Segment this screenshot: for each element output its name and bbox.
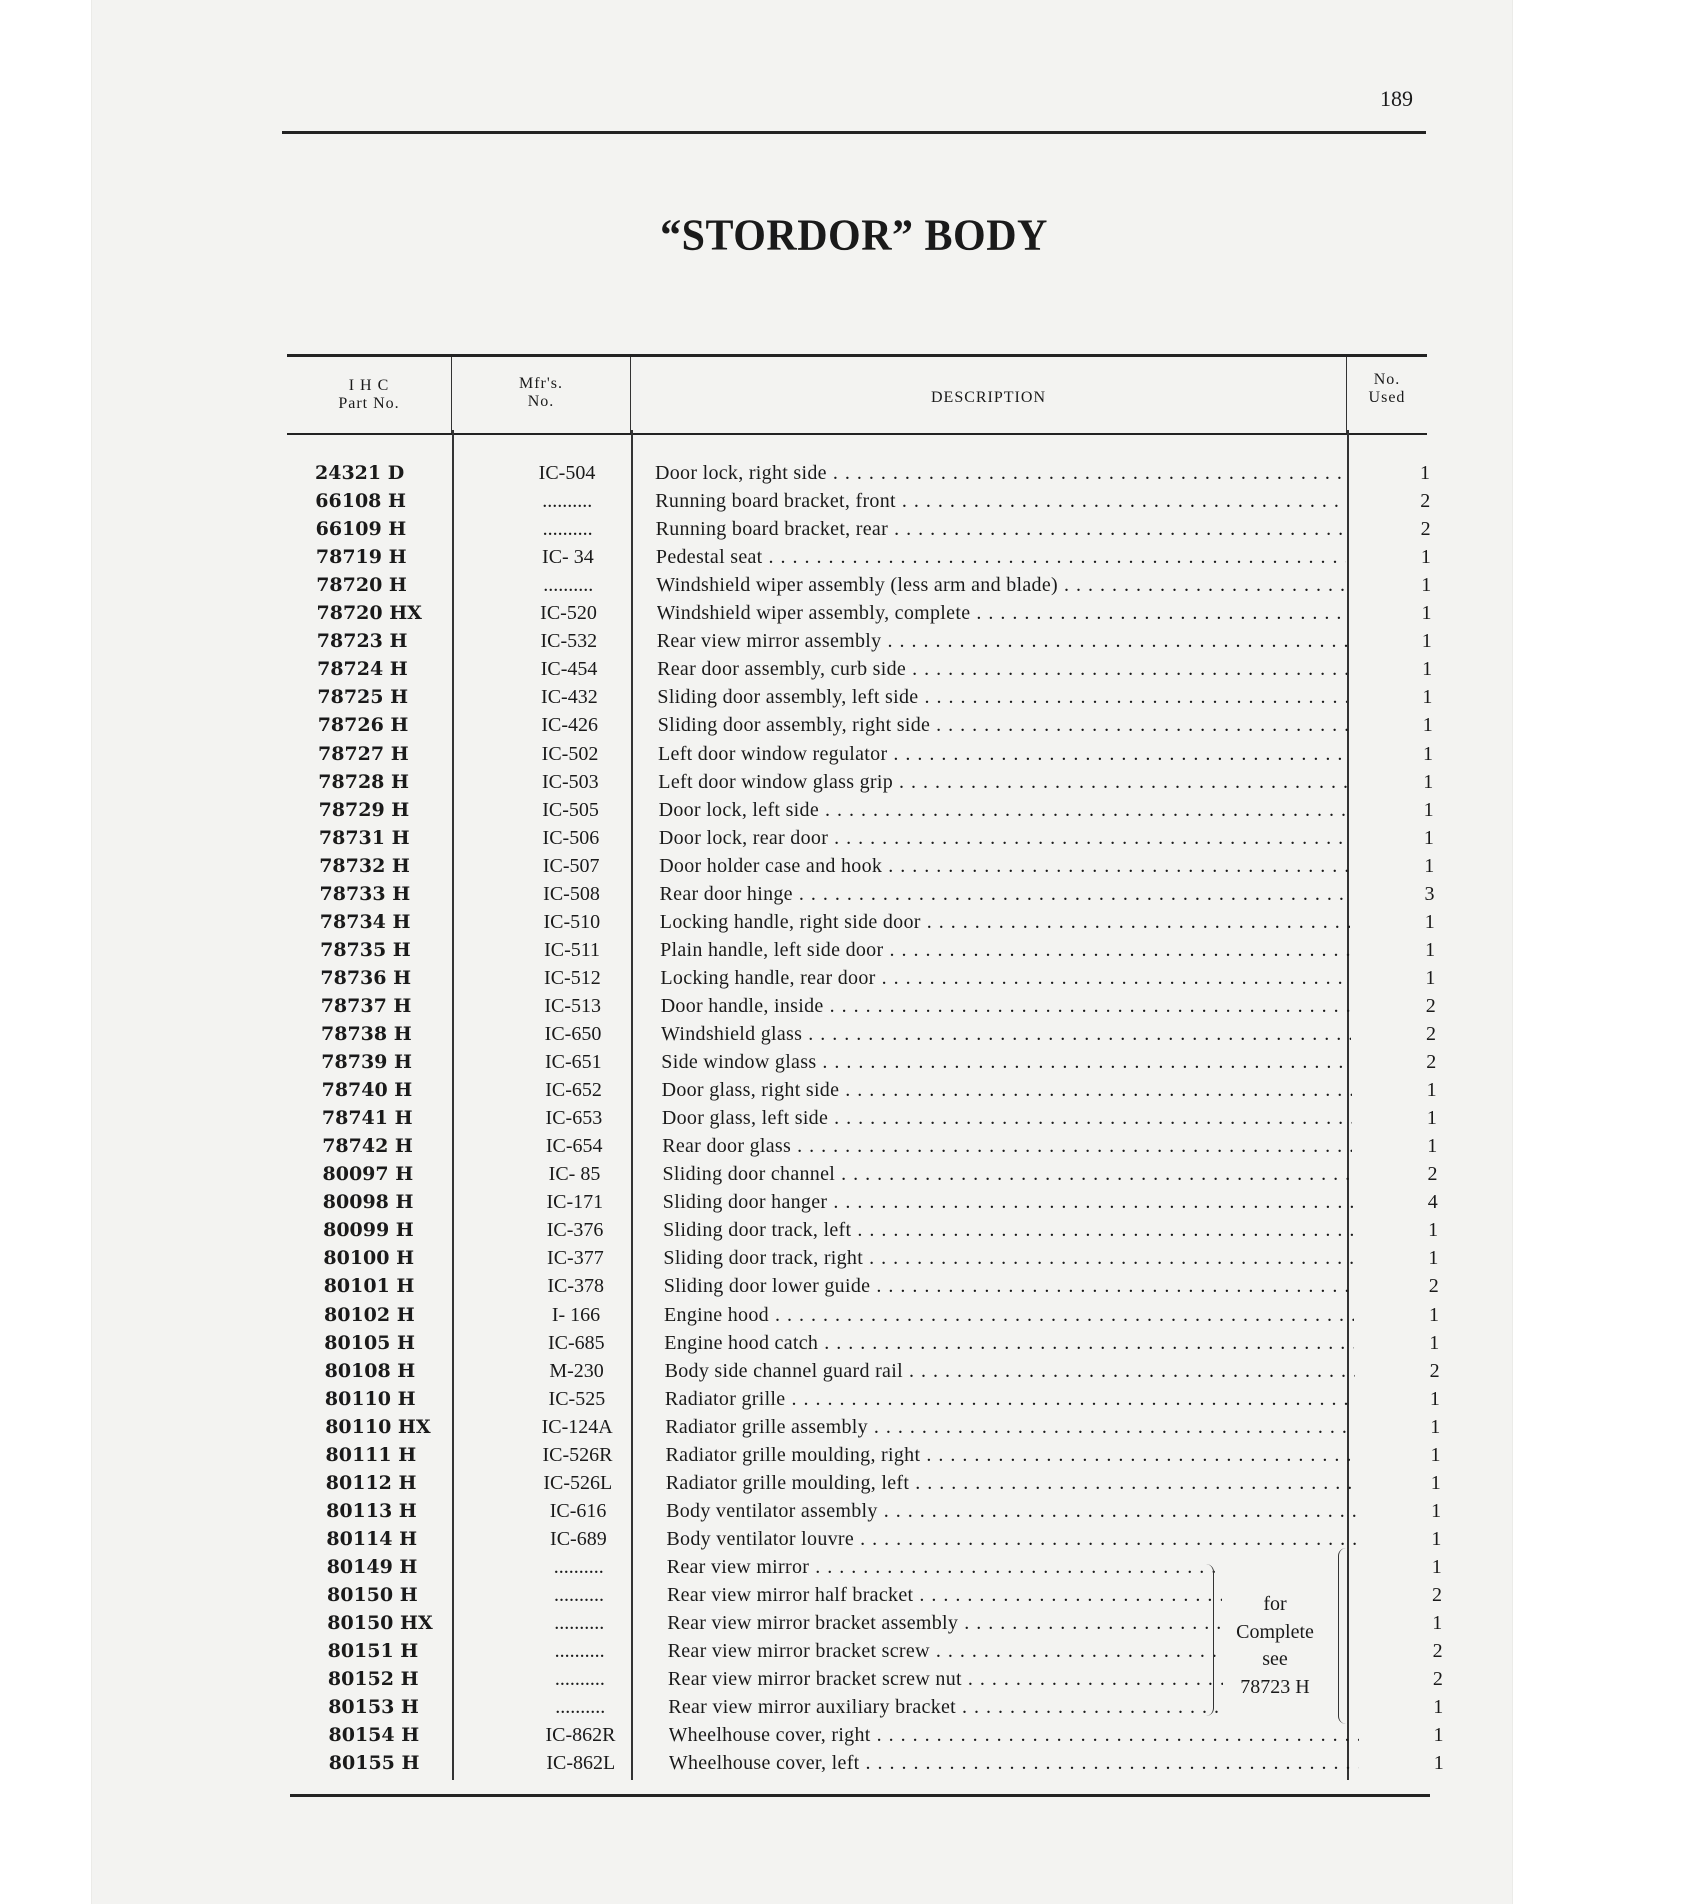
part-description: Body ventilator louvre . . . xyxy=(666,1525,1356,1553)
part-description: Rear door hinge . . . xyxy=(660,880,1350,908)
part-description: Windshield wiper assembly (less arm and blade) . . . xyxy=(656,571,1346,599)
part-number: 80113 H xyxy=(326,1499,417,1522)
mfr-number: IC-454 xyxy=(540,658,598,681)
bracket-note-line1: for xyxy=(1263,1593,1287,1615)
part-number: 80111 H xyxy=(325,1443,417,1466)
header-description-label: DESCRIPTION xyxy=(930,389,1046,406)
quantity-used: 1 xyxy=(1420,462,1430,484)
part-description: Engine hood . . . xyxy=(664,1301,1354,1329)
quantity-used: 1 xyxy=(1429,1387,1440,1410)
part-description: Running board bracket, rear . . . xyxy=(656,515,1346,543)
table-row xyxy=(324,1272,1444,1300)
table-row xyxy=(318,768,1438,796)
mfr-number: IC-525 xyxy=(548,1387,606,1410)
part-description: Pedestal seat . . . xyxy=(656,543,1346,571)
quantity-used: 1 xyxy=(1431,1527,1442,1550)
quantity-used: 1 xyxy=(1426,1079,1437,1102)
part-description: Door handle, inside . . . xyxy=(661,992,1351,1020)
mfr-number: IC-526L xyxy=(543,1471,613,1494)
bracket-note-line4: 78723 H xyxy=(1240,1676,1310,1698)
table-row xyxy=(317,683,1437,711)
table-row xyxy=(318,711,1438,739)
quantity-used: 1 xyxy=(1425,938,1436,961)
header-no-used xyxy=(1347,357,1427,433)
part-number: 80105 H xyxy=(324,1331,415,1354)
table-row xyxy=(327,1553,1447,1581)
part-description: Windshield wiper assembly, complete . . . xyxy=(657,599,1347,627)
table-row xyxy=(321,1020,1441,1048)
table-row xyxy=(326,1497,1446,1525)
part-number: 78739 H xyxy=(321,1051,412,1074)
table-row xyxy=(316,515,1436,543)
header-used-line1: No. xyxy=(1373,371,1401,388)
table-row xyxy=(317,655,1437,683)
quantity-used: 1 xyxy=(1422,714,1433,737)
part-number: 78740 H xyxy=(321,1079,413,1102)
part-description: Body ventilator assembly . . . xyxy=(666,1497,1356,1525)
part-description: Wheelhouse cover, left . . . xyxy=(669,1749,1359,1777)
mfr-number: IC-508 xyxy=(543,882,600,905)
part-number: 78732 H xyxy=(319,854,410,877)
mfr-number: IC-512 xyxy=(544,966,601,989)
table-row xyxy=(320,880,1440,908)
header-mfr-line1: Mfr's. xyxy=(519,375,563,392)
part-description: Rear view mirror half bracket . . . xyxy=(667,1581,1222,1609)
table-row xyxy=(322,1104,1442,1132)
mfr-number: IC-171 xyxy=(546,1191,604,1214)
top-rule xyxy=(282,131,1426,134)
part-number: 80150 H xyxy=(327,1584,418,1606)
mfr-number: IC-503 xyxy=(541,770,599,793)
table-row xyxy=(323,1244,1443,1272)
quantity-used: 1 xyxy=(1421,574,1432,597)
mfr-number: .......... xyxy=(554,1640,605,1663)
mfr-number: IC-616 xyxy=(549,1499,607,1522)
quantity-used: 1 xyxy=(1426,1107,1437,1130)
table-row xyxy=(325,1357,1445,1385)
part-number: 66109 H xyxy=(315,518,407,541)
part-number: 78724 H xyxy=(317,658,408,681)
mfr-number: IC-689 xyxy=(550,1527,607,1550)
quantity-used: 2 xyxy=(1420,490,1431,513)
part-description: Radiator grille moulding, right . . . xyxy=(666,1441,1356,1469)
part-description: Sliding door lower guide . . . xyxy=(664,1272,1354,1300)
part-number: 80151 H xyxy=(327,1640,419,1663)
table-row xyxy=(323,1188,1443,1216)
mfr-number: IC-378 xyxy=(547,1275,605,1298)
quantity-used: 1 xyxy=(1430,1443,1441,1466)
header-part-no xyxy=(287,357,452,433)
part-number: 78728 H xyxy=(318,770,409,793)
quantity-used: 2 xyxy=(1426,1051,1437,1074)
table-row xyxy=(321,992,1441,1020)
mfr-number: IC-513 xyxy=(544,994,602,1017)
mfr-number: IC-651 xyxy=(544,1051,602,1074)
part-number: 24321 D xyxy=(315,462,405,484)
quantity-used: 2 xyxy=(1432,1584,1442,1606)
part-number: 80112 H xyxy=(325,1471,417,1494)
part-number: 80154 H xyxy=(328,1724,420,1747)
part-number: 78731 H xyxy=(318,826,410,849)
part-number: 78738 H xyxy=(321,1023,412,1045)
table-row xyxy=(319,824,1439,852)
part-description: Rear view mirror bracket screw nut . . . xyxy=(668,1665,1223,1693)
quantity-used: 1 xyxy=(1430,1415,1441,1438)
mfr-number: .......... xyxy=(542,518,593,541)
part-number: 80153 H xyxy=(328,1696,419,1719)
mfr-number: M-230 xyxy=(549,1359,604,1382)
mfr-number: IC-377 xyxy=(547,1247,604,1270)
part-number: 78720 H xyxy=(316,574,407,597)
mfr-number: IC- 85 xyxy=(548,1163,601,1186)
table-row xyxy=(323,1160,1443,1188)
header-mfr-no xyxy=(452,357,631,433)
quantity-used: 1 xyxy=(1424,854,1435,877)
table-row xyxy=(319,852,1439,880)
mfr-number: IC-526R xyxy=(542,1443,613,1466)
table-row xyxy=(315,487,1435,515)
mfr-number: IC-124A xyxy=(541,1415,613,1438)
part-number: 80155 H xyxy=(328,1752,420,1775)
part-number: 78719 H xyxy=(315,546,407,569)
quantity-used: 1 xyxy=(1423,826,1434,849)
quantity-used: 1 xyxy=(1425,966,1436,989)
part-number: 78727 H xyxy=(318,742,409,765)
mfr-number: IC-426 xyxy=(541,714,599,737)
quantity-used: 1 xyxy=(1432,1612,1443,1635)
part-number: 78737 H xyxy=(320,994,412,1017)
part-description: Sliding door assembly, right side . . . xyxy=(658,711,1348,739)
part-description: Sliding door track, right . . . xyxy=(663,1244,1353,1272)
mfr-number: IC-520 xyxy=(540,602,597,625)
mfr-number: IC-650 xyxy=(544,1023,602,1045)
quantity-used: 1 xyxy=(1420,546,1431,569)
mfr-number: IC-532 xyxy=(540,630,598,653)
part-description: Door lock, rear door . . . xyxy=(659,824,1349,852)
header-description xyxy=(631,357,1347,433)
bracket-right xyxy=(1338,1548,1347,1724)
part-number: 80152 H xyxy=(327,1668,419,1691)
quantity-used: 1 xyxy=(1430,1471,1441,1494)
part-description: Side window glass . . . xyxy=(661,1048,1351,1076)
bracket-note-line3: see xyxy=(1262,1648,1288,1670)
mfr-number: IC-432 xyxy=(541,686,598,709)
table-row xyxy=(316,543,1436,571)
part-description: Door glass, right side . . . xyxy=(662,1076,1352,1104)
table-row xyxy=(315,459,1435,487)
table-header xyxy=(287,354,1427,435)
part-number: 80114 H xyxy=(326,1527,418,1550)
part-number: 66108 H xyxy=(315,490,406,513)
mfr-number: IC-685 xyxy=(547,1331,605,1354)
mfr-number: IC-653 xyxy=(545,1107,603,1130)
part-number: 78729 H xyxy=(318,798,410,821)
table-row xyxy=(319,796,1439,824)
part-description: Rear view mirror auxiliary bracket . . . xyxy=(668,1693,1223,1721)
quantity-used: 1 xyxy=(1422,658,1433,681)
part-number: 78734 H xyxy=(319,910,411,933)
part-number: 80110 HX xyxy=(325,1415,431,1438)
part-description: Locking handle, right side door . . . xyxy=(660,908,1350,936)
table-row xyxy=(324,1329,1444,1357)
quantity-used: 1 xyxy=(1431,1499,1442,1522)
part-number: 80098 H xyxy=(322,1191,414,1214)
quantity-used: 1 xyxy=(1429,1303,1439,1326)
table-row xyxy=(318,740,1438,768)
part-description: Left door window regulator . . . xyxy=(658,740,1348,768)
quantity-used: 2 xyxy=(1425,994,1436,1017)
quantity-used: 2 xyxy=(1426,1023,1436,1045)
table-row xyxy=(316,571,1436,599)
mfr-number: IC-505 xyxy=(542,798,599,821)
bottom-rule xyxy=(290,1794,1430,1797)
page-title: “STORDOR” BODY xyxy=(660,211,1048,261)
quantity-used: 2 xyxy=(1428,1275,1439,1298)
part-number: 78735 H xyxy=(320,938,411,961)
part-number: 80150 HX xyxy=(327,1612,433,1635)
table-row xyxy=(320,964,1440,992)
mfr-number: .......... xyxy=(554,1584,604,1606)
mfr-number: IC-862R xyxy=(545,1724,616,1747)
quantity-used: 2 xyxy=(1420,518,1431,541)
part-description: Door lock, right side . . . xyxy=(655,459,1345,487)
mfr-number: IC-654 xyxy=(545,1135,603,1158)
mfr-number: IC- 34 xyxy=(542,546,594,569)
part-number: 78742 H xyxy=(322,1135,413,1158)
mfr-number: IC-862L xyxy=(546,1752,616,1775)
quantity-used: 1 xyxy=(1433,1696,1444,1719)
table-row xyxy=(321,1048,1441,1076)
mfr-number: IC-504 xyxy=(538,462,596,484)
table-row xyxy=(317,627,1437,655)
table-row xyxy=(320,936,1440,964)
quantity-used: 1 xyxy=(1422,686,1433,709)
header-used-line2: Used xyxy=(1368,389,1406,406)
table-row xyxy=(325,1413,1445,1441)
part-number: 80100 H xyxy=(323,1247,415,1270)
part-description: Rear view mirror bracket screw . . . xyxy=(668,1637,1223,1665)
part-description: Body side channel guard rail . . . xyxy=(665,1357,1355,1385)
part-number: 80101 H xyxy=(323,1275,415,1298)
header-mfr-line2: No. xyxy=(527,393,555,410)
mfr-number: IC-507 xyxy=(542,854,600,877)
quantity-used: 2 xyxy=(1427,1163,1438,1186)
mfr-number: IC-652 xyxy=(545,1079,602,1102)
mfr-number: I- 166 xyxy=(551,1303,601,1326)
header-part-line1: I H C xyxy=(348,377,390,394)
part-number: 78720 HX xyxy=(316,602,422,625)
mfr-number: IC-376 xyxy=(546,1219,604,1242)
quantity-used: 4 xyxy=(1427,1191,1438,1214)
part-description: Radiator grille . . . xyxy=(665,1385,1355,1413)
part-number: 78736 H xyxy=(320,966,412,989)
part-description: Rear view mirror . . . xyxy=(667,1553,1222,1581)
header-part-line2: Part No. xyxy=(338,395,400,412)
mfr-number: .......... xyxy=(542,490,593,513)
part-number: 80108 H xyxy=(324,1359,416,1382)
part-description: Engine hood catch . . . xyxy=(664,1329,1354,1357)
part-number: 78726 H xyxy=(317,714,409,737)
part-number: 78723 H xyxy=(316,630,408,653)
table-row xyxy=(322,1132,1442,1160)
part-description: Rear door assembly, curb side . . . xyxy=(657,655,1347,683)
table-row xyxy=(322,1076,1442,1104)
part-description: Plain handle, left side door . . . xyxy=(660,936,1350,964)
table-row xyxy=(329,1749,1449,1777)
quantity-used: 1 xyxy=(1423,742,1433,765)
table-row xyxy=(326,1469,1446,1497)
quantity-used: 1 xyxy=(1427,1135,1438,1158)
quantity-used: 1 xyxy=(1433,1724,1444,1747)
quantity-used: 1 xyxy=(1424,910,1435,933)
part-description: Left door window glass grip . . . xyxy=(658,768,1348,796)
part-description: Rear door glass . . . xyxy=(662,1132,1352,1160)
part-description: Rear view mirror assembly . . . xyxy=(657,627,1347,655)
quantity-used: 1 xyxy=(1433,1752,1444,1775)
mfr-number: IC-502 xyxy=(541,742,599,765)
part-description: Door lock, left side . . . xyxy=(659,796,1349,824)
quantity-used: 1 xyxy=(1428,1247,1439,1270)
mfr-number: IC-506 xyxy=(542,826,600,849)
mfr-number: .......... xyxy=(553,1555,604,1578)
table-row xyxy=(323,1216,1443,1244)
quantity-used: 2 xyxy=(1432,1640,1443,1663)
quantity-used: 1 xyxy=(1431,1555,1442,1578)
table-row xyxy=(325,1385,1445,1413)
part-description: Radiator grille moulding, left . . . xyxy=(666,1469,1356,1497)
part-description: Rear view mirror bracket assembly . . . xyxy=(667,1609,1222,1637)
mfr-number: IC-510 xyxy=(543,910,601,933)
quantity-used: 1 xyxy=(1421,602,1432,625)
quantity-used: 1 xyxy=(1428,1219,1439,1242)
mfr-number: .......... xyxy=(554,1612,605,1635)
part-description: Wheelhouse cover, right . . . xyxy=(669,1721,1359,1749)
quantity-used: 3 xyxy=(1424,882,1435,905)
quantity-used: 2 xyxy=(1432,1668,1443,1691)
table-row xyxy=(324,1301,1444,1329)
part-number: 78725 H xyxy=(317,686,409,709)
part-description: Sliding door track, left . . . xyxy=(663,1216,1353,1244)
table-row xyxy=(320,908,1440,936)
part-number: 78733 H xyxy=(319,882,411,905)
mfr-number: .......... xyxy=(543,574,594,597)
quantity-used: 2 xyxy=(1429,1359,1440,1382)
mfr-number: IC-511 xyxy=(544,938,601,961)
table-row xyxy=(326,1441,1446,1469)
part-description: Sliding door hanger . . . xyxy=(663,1188,1353,1216)
part-description: Sliding door assembly, left side . . . xyxy=(657,683,1347,711)
part-number: 80102 H xyxy=(324,1303,415,1326)
part-description: Door glass, left side . . . xyxy=(662,1104,1352,1132)
quantity-used: 1 xyxy=(1421,630,1432,653)
part-number: 78741 H xyxy=(321,1107,413,1130)
part-number: 80110 H xyxy=(324,1387,416,1410)
quantity-used: 1 xyxy=(1423,798,1434,821)
mfr-number: .......... xyxy=(554,1668,605,1691)
quantity-used: 1 xyxy=(1423,770,1434,793)
table-row xyxy=(317,599,1437,627)
part-description: Locking handle, rear door . . . xyxy=(660,964,1350,992)
part-number: 80097 H xyxy=(322,1163,414,1186)
part-description: Windshield glass . . . xyxy=(661,1020,1351,1048)
quantity-used: 1 xyxy=(1429,1331,1440,1354)
table-row xyxy=(326,1525,1446,1553)
part-description: Radiator grille assembly . . . xyxy=(665,1413,1355,1441)
part-description: Sliding door channel . . . xyxy=(663,1160,1353,1188)
mfr-number: .......... xyxy=(555,1696,606,1719)
part-number: 80099 H xyxy=(323,1219,414,1242)
page-number: 189 xyxy=(1380,86,1413,111)
table-row xyxy=(329,1721,1449,1749)
bracket-note-line2: Complete xyxy=(1236,1621,1314,1643)
part-description: Running board bracket, front . . . xyxy=(655,487,1345,515)
part-description: Door holder case and hook . . . xyxy=(659,852,1349,880)
part-number: 80149 H xyxy=(326,1555,418,1578)
